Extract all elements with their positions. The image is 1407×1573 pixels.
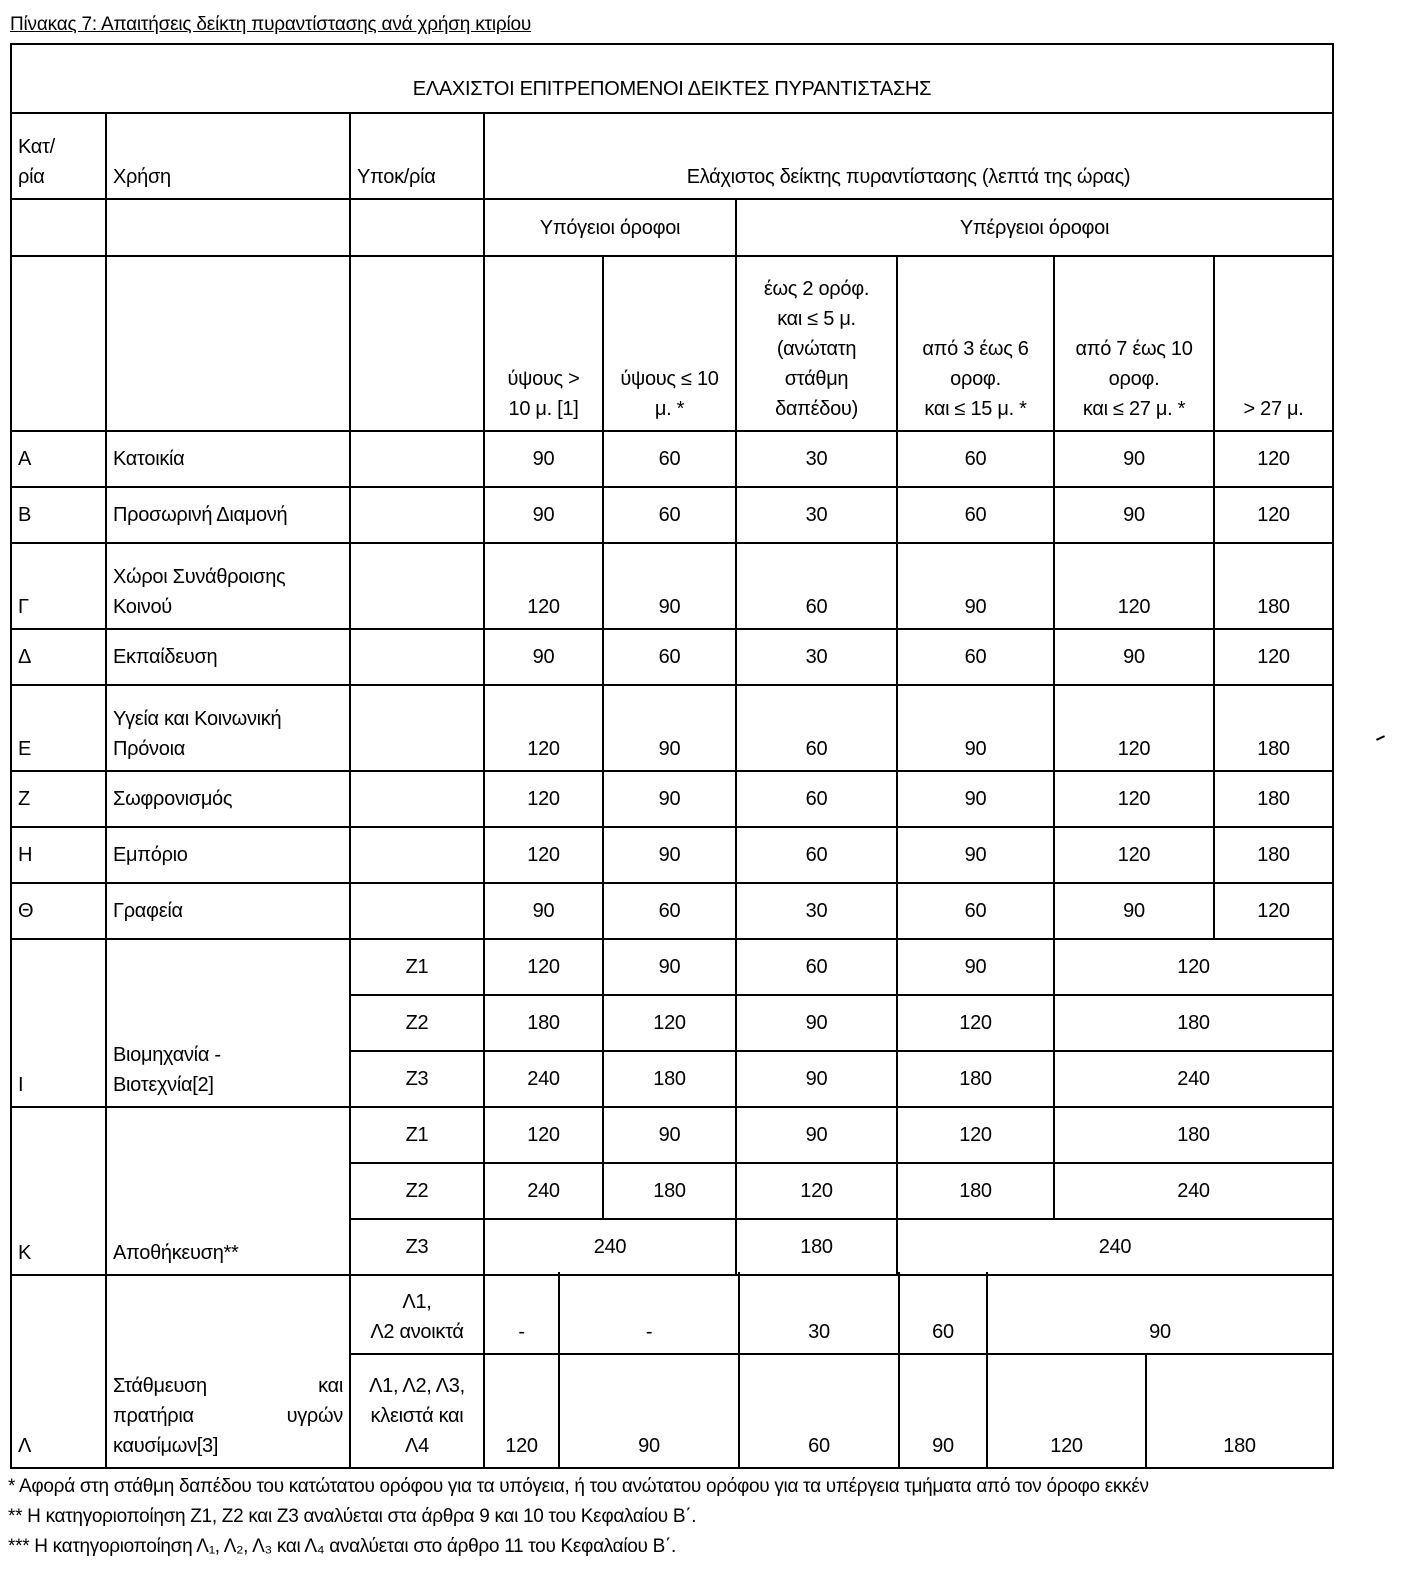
value-cell: 120 <box>987 1354 1146 1468</box>
value-cell: 90 <box>897 543 1054 629</box>
value-cell: - <box>559 1272 739 1354</box>
value-cell: 30 <box>736 883 897 939</box>
value-cell: 120 <box>1054 827 1214 883</box>
row-subcategory: Ζ2 <box>350 1163 484 1219</box>
row-use: Κατοικία <box>106 431 350 487</box>
header-use: Χρήση <box>106 113 350 199</box>
table-row <box>11 771 1333 827</box>
header-subcategory: Υποκ/ρία <box>350 113 484 199</box>
value-cell: 180 <box>1054 1107 1333 1163</box>
value-cell: 180 <box>897 1163 1054 1219</box>
value-cell: 60 <box>897 629 1054 685</box>
value-cell: - <box>484 1272 559 1354</box>
value-cell: 120 <box>484 543 603 629</box>
value-cell: 90 <box>559 1354 739 1468</box>
value-cell: 120 <box>603 995 736 1051</box>
row-subcategory: Ζ1 <box>350 1107 484 1163</box>
row-category: Δ <box>11 629 106 685</box>
value-cell: 180 <box>897 1051 1054 1107</box>
row-subcategory: Λ1, Λ2 ανοικτά <box>350 1272 484 1354</box>
empty-cell <box>11 256 106 431</box>
row-use: Αποθήκευση** <box>106 1107 350 1275</box>
value-cell: 120 <box>484 827 603 883</box>
header-col-3-to-6-floors: από 3 έως 6 οροφ. και ≤ 15 μ. * <box>897 256 1054 431</box>
value-cell: 120 <box>1214 487 1333 543</box>
row-category: Η <box>11 827 106 883</box>
value-cell: 90 <box>897 771 1054 827</box>
value-cell: 180 <box>603 1163 736 1219</box>
table-row <box>11 827 1333 883</box>
row-subcategory: Ζ3 <box>350 1219 484 1275</box>
value-cell: 90 <box>736 1051 897 1107</box>
empty-cell <box>350 199 484 256</box>
value-cell: 90 <box>1054 487 1214 543</box>
row-use: Σωφρονισμός <box>106 771 350 827</box>
value-cell: 240 <box>1054 1163 1333 1219</box>
table-caption: Πίνακας 7: Απαιτήσεις δείκτη πυραντίστασης ανά χρήση κτιρίου <box>10 14 532 35</box>
value-cell: 180 <box>603 1051 736 1107</box>
value-cell: 90 <box>1054 883 1214 939</box>
row-subcategory <box>350 431 484 487</box>
row-category: Κ <box>11 1107 106 1275</box>
row-use: Υγεία και Κοινωνική Πρόνοια <box>106 685 350 771</box>
value-cell: 120 <box>484 685 603 771</box>
value-cell: 180 <box>1214 827 1333 883</box>
value-cell: 30 <box>739 1272 899 1354</box>
table-row <box>11 685 1333 771</box>
value-cell: 60 <box>897 883 1054 939</box>
value-cell: 120 <box>484 939 603 995</box>
value-cell: 120 <box>1054 543 1214 629</box>
row-category: Γ <box>11 543 106 629</box>
value-cell: 60 <box>736 827 897 883</box>
scan-artifact-mark <box>1376 735 1385 741</box>
row-subcategory <box>350 685 484 771</box>
row-category: Ι <box>11 939 106 1107</box>
row-category: Λ <box>11 1272 106 1468</box>
value-cell: 90 <box>603 543 736 629</box>
value-cell: 90 <box>897 685 1054 771</box>
value-cell: 120 <box>484 1107 603 1163</box>
empty-cell <box>106 199 350 256</box>
row-category: Ζ <box>11 771 106 827</box>
value-cell: 240 <box>897 1219 1333 1275</box>
value-cell: 120 <box>1214 883 1333 939</box>
header-underground: Υπόγειοι όροφοι <box>484 199 736 256</box>
value-cell: 90 <box>603 939 736 995</box>
row-category: Β <box>11 487 106 543</box>
value-cell: 60 <box>739 1354 899 1468</box>
value-cell: 180 <box>1214 543 1333 629</box>
value-cell: 30 <box>736 487 897 543</box>
value-cell: 60 <box>736 543 897 629</box>
table-row <box>11 487 1333 543</box>
value-cell: 90 <box>484 487 603 543</box>
value-cell: 90 <box>736 1107 897 1163</box>
value-cell: 120 <box>484 1354 559 1468</box>
row-category: Θ <box>11 883 106 939</box>
row-subcategory: Ζ2 <box>350 995 484 1051</box>
value-cell: 120 <box>1214 629 1333 685</box>
row-use: Γραφεία <box>106 883 350 939</box>
table-row <box>11 431 1333 487</box>
value-cell: 90 <box>484 431 603 487</box>
table-title: ΕΛΑΧΙΣΤΟΙ ΕΠΙΤΡΕΠΟΜΕΝΟΙ ΔΕΙΚΤΕΣ ΠΥΡΑΝΤΙΣΤΑΣΗΣ <box>11 44 1333 113</box>
empty-cell <box>106 256 350 431</box>
footnote-2: ** Η κατηγοριοποίηση Ζ1, Ζ2 και Ζ3 αναλύεται στα άρθρα 9 και 10 του Κεφαλαίου Β΄. <box>8 1506 697 1527</box>
value-cell: 60 <box>603 883 736 939</box>
value-cell: 180 <box>736 1219 897 1275</box>
row-subcategory <box>350 827 484 883</box>
empty-cell <box>11 199 106 256</box>
value-cell: 90 <box>899 1354 987 1468</box>
value-cell: 60 <box>899 1272 987 1354</box>
value-cell: 240 <box>484 1163 603 1219</box>
fire-resistance-table <box>10 43 1334 1276</box>
header-col-underground-gt10: ύψους > 10 μ. [1] <box>484 256 603 431</box>
row-use: Προσωρινή Διαμονή <box>106 487 350 543</box>
row-subcategory <box>350 883 484 939</box>
header-col-underground-le10: ύψους ≤ 10 μ. * <box>603 256 736 431</box>
table-row <box>11 543 1333 629</box>
value-cell: 180 <box>484 995 603 1051</box>
header-col-up-to-2-floors: έως 2 ορόφ. και ≤ 5 μ. (ανώτατη στάθμη δαπέδου) <box>736 256 897 431</box>
value-cell: 120 <box>897 1107 1054 1163</box>
value-cell: 120 <box>484 771 603 827</box>
row-use: Χώροι Συνάθροισης Κοινού <box>106 543 350 629</box>
value-cell: 180 <box>1054 995 1333 1051</box>
header-category: Κατ/ ρία <box>11 113 106 199</box>
header-col-gt27: > 27 μ. <box>1214 256 1333 431</box>
value-cell: 180 <box>1146 1354 1333 1468</box>
value-cell: 90 <box>987 1272 1333 1354</box>
footnote-1: * Αφορά στη στάθμη δαπέδου του κατώτατου ορόφου για τα υπόγεια, ή του ανώτατου ορόφου για τα υπέργεια τμήματα από τον όροφο εκκέν <box>8 1476 1149 1497</box>
value-cell: 180 <box>1214 771 1333 827</box>
row-subcategory: Ζ3 <box>350 1051 484 1107</box>
header-col-7-to-10-floors: από 7 έως 10 οροφ. και ≤ 27 μ. * <box>1054 256 1214 431</box>
value-cell: 90 <box>897 939 1054 995</box>
value-cell: 90 <box>736 995 897 1051</box>
value-cell: 60 <box>897 431 1054 487</box>
value-cell: 90 <box>484 629 603 685</box>
value-cell: 60 <box>736 685 897 771</box>
header-aboveground: Υπέργειοι όροφοι <box>736 199 1333 256</box>
value-cell: 90 <box>603 685 736 771</box>
footnote-3: *** Η κατηγοριοποίηση Λ₁, Λ₂, Λ₃ και Λ₄ αναλύεται στο άρθρο 11 του Κεφαλαίου Β΄. <box>8 1536 676 1557</box>
row-use: Εκπαίδευση <box>106 629 350 685</box>
value-cell: 120 <box>736 1163 897 1219</box>
table-row <box>11 629 1333 685</box>
value-cell: 60 <box>736 771 897 827</box>
row-subcategory <box>350 771 484 827</box>
value-cell: 240 <box>484 1051 603 1107</box>
row-subcategory: Λ1, Λ2, Λ3, κλειστά και Λ4 <box>350 1354 484 1468</box>
row-use: Εμπόριο <box>106 827 350 883</box>
empty-cell <box>350 256 484 431</box>
row-subcategory <box>350 487 484 543</box>
value-cell: 120 <box>1214 431 1333 487</box>
value-cell: 60 <box>603 629 736 685</box>
value-cell: 90 <box>603 1107 736 1163</box>
row-category: Α <box>11 431 106 487</box>
value-cell: 90 <box>603 827 736 883</box>
value-cell: 60 <box>603 431 736 487</box>
row-subcategory <box>350 629 484 685</box>
row-subcategory: Ζ1 <box>350 939 484 995</box>
value-cell: 90 <box>1054 431 1214 487</box>
value-cell: 60 <box>897 487 1054 543</box>
value-cell: 90 <box>1054 629 1214 685</box>
row-subcategory <box>350 543 484 629</box>
row-use: Στάθμευση και πρατήρια υγρών καυσίμων[3] <box>106 1272 350 1468</box>
row-use: Βιομηχανία - Βιοτεχνία[2] <box>106 939 350 1107</box>
footnotes <box>8 1472 1149 1562</box>
header-min-index: Ελάχιστος δείκτης πυραντίστασης (λεπτά της ώρας) <box>484 113 1333 199</box>
value-cell: 120 <box>1054 685 1214 771</box>
parking-table-section <box>10 1272 1334 1469</box>
value-cell: 60 <box>736 939 897 995</box>
table-row <box>11 1107 1333 1163</box>
value-cell: 240 <box>484 1219 736 1275</box>
table-row <box>11 939 1333 995</box>
table-row <box>11 883 1333 939</box>
row-category: Ε <box>11 685 106 771</box>
value-cell: 60 <box>603 487 736 543</box>
value-cell: 120 <box>1054 771 1214 827</box>
value-cell: 30 <box>736 629 897 685</box>
value-cell: 90 <box>603 771 736 827</box>
value-cell: 180 <box>1214 685 1333 771</box>
value-cell: 120 <box>897 995 1054 1051</box>
value-cell: 120 <box>1054 939 1333 995</box>
value-cell: 240 <box>1054 1051 1333 1107</box>
value-cell: 90 <box>897 827 1054 883</box>
table-row <box>11 1272 1333 1354</box>
value-cell: 90 <box>484 883 603 939</box>
value-cell: 30 <box>736 431 897 487</box>
